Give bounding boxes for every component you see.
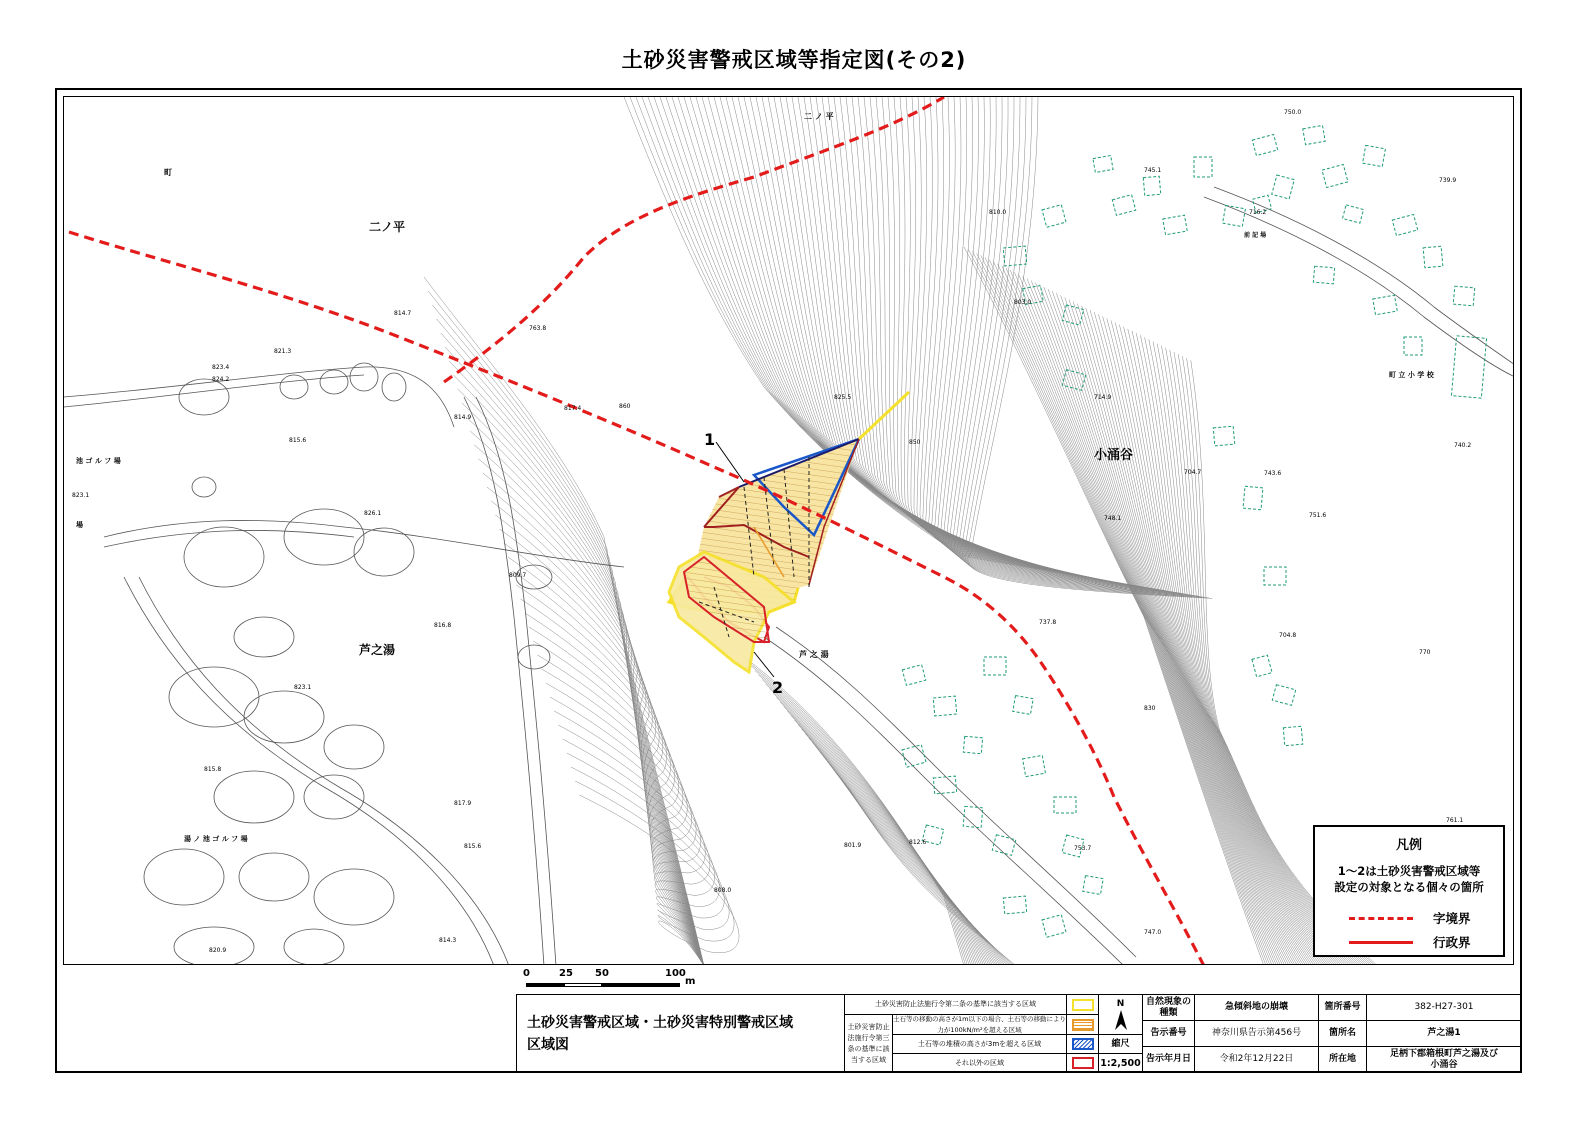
contour-lines (424, 97, 1377, 965)
elevation-label: 850 (909, 439, 921, 446)
title-block-main-line-1: 土砂災害警戒区域・土砂災害特別警戒区域 (527, 1014, 793, 1031)
location-label: 所在地 (1319, 1047, 1367, 1073)
legend-title: 凡例 (1395, 838, 1422, 853)
elevation-label: 823.4 (212, 364, 230, 371)
elevation-label: 820.9 (209, 947, 227, 954)
scale-seg-2 (564, 983, 602, 987)
site-number-2: 2 (772, 678, 784, 697)
terrain-features (144, 363, 552, 965)
zone-label-b1: 土砂災害防止法施行令第三条の基準に該当する区域 (845, 1015, 893, 1073)
elevation-label: 815.6 (289, 437, 307, 444)
legend-swatch-solid (1349, 941, 1413, 944)
elevation-label: 770 (1419, 649, 1431, 656)
site-name-label: 箇所名 (1319, 1021, 1367, 1047)
scale-tick-0: 0 (523, 968, 530, 979)
elevation-label: 860 (619, 403, 631, 410)
location-value: 足柄下郡箱根町芦之湯及び小涌谷 (1367, 1047, 1522, 1073)
north-arrow-cell (1099, 995, 1143, 1035)
map-legend (1313, 825, 1505, 957)
label-tokuyama: 前 記 場 (1244, 232, 1267, 239)
swatch-orange (1072, 1019, 1094, 1031)
elevation-label: 714.9 (1094, 394, 1112, 401)
notice-number-label: 告示番号 (1143, 1021, 1195, 1047)
legend-desc-line-1: 1～2は土砂災害警戒区域等 (1337, 864, 1481, 878)
swatch-red-cell (1067, 1054, 1099, 1073)
notice-number-value: 神奈川県告示第456号 (1195, 1021, 1319, 1047)
elevation-label: 810.0 (989, 209, 1007, 216)
elevation-label: 824.2 (212, 376, 230, 383)
label-golf-2: 湯 ノ 池 ゴ ル フ 場 (184, 835, 248, 843)
site-number-1: 1 (704, 430, 716, 449)
scale-tick-25: 25 (559, 968, 573, 979)
swatch-blue-cell (1067, 1035, 1099, 1054)
zone-label-b4: それ以外の区域 (893, 1054, 1067, 1073)
swatch-yellow (1072, 999, 1094, 1011)
zone-label-b2: 土石等の移動の高さが1m以下の場合、土石等の移動により力が100kN/m²を超える区域 (893, 1015, 1066, 1034)
elevation-label: 826.1 (364, 510, 382, 517)
site-number-label: 箇所番号 (1319, 995, 1367, 1021)
label-golf-1: 池 ゴ ル フ 場 (76, 457, 121, 465)
scale-label: 縮尺 (1099, 1035, 1143, 1054)
legend-label-gyosei: 行政界 (1433, 935, 1471, 950)
elevation-label: 808.0 (714, 887, 732, 894)
title-block-main (517, 995, 845, 1073)
scale-tick-100: 100 (665, 968, 686, 979)
scale-seg-3 (602, 983, 680, 987)
swatch-yellow-cell (1067, 995, 1099, 1015)
elevation-label: 825.5 (834, 394, 852, 401)
label-cho: 町 (164, 168, 172, 177)
elevation-label: 745.1 (1144, 167, 1162, 174)
zone-label-b3: 土石等の堆積の高さが3mを超える区域 (893, 1035, 1067, 1054)
zone-label-a: 土砂災害防止法施行令第二条の基準に該当する区域 (845, 995, 1067, 1015)
phenomenon-value: 急傾斜地の崩壊 (1195, 995, 1319, 1021)
elevation-label: 803.0 (1014, 299, 1032, 306)
elevation-label: 809.7 (509, 572, 527, 579)
map-area[interactable] (63, 96, 1514, 965)
label-ashinoyu: 芦之湯 (359, 643, 396, 657)
swatch-orange-cell (1067, 1015, 1099, 1035)
elevation-label: 761.1 (1446, 817, 1464, 824)
elevation-label: 716.2 (1249, 209, 1267, 216)
legend-description (1315, 863, 1503, 895)
elevation-label: 751.6 (1309, 512, 1327, 519)
swatch-blue (1072, 1038, 1094, 1050)
map-canvas (64, 97, 1514, 965)
elevation-label: 753.7 (1074, 845, 1092, 852)
elevation-label: 830 (1144, 705, 1156, 712)
north-arrow-icon (1114, 1010, 1128, 1030)
scale-seg-1 (526, 983, 564, 987)
notice-date-label: 告示年月日 (1143, 1047, 1195, 1073)
elevation-label: 812.6 (909, 839, 927, 846)
elevation-label: 704.7 (1184, 469, 1202, 476)
elevation-label: 821.3 (274, 348, 292, 355)
title-block-main-line-2: 区域図 (527, 1036, 569, 1053)
scale-unit: m (685, 976, 696, 987)
scale-bar (523, 968, 696, 990)
label-jo: 場 (76, 521, 83, 529)
elevation-label: 743.6 (1264, 470, 1282, 477)
legend-desc-line-2: 設定の対象となる個々の箇所 (1334, 880, 1484, 894)
elevation-label: 815.8 (204, 766, 222, 773)
elevation-label: 737.8 (1039, 619, 1057, 626)
elevation-label: 823.1 (72, 492, 90, 499)
label-ninotaira-top: 二 ノ 平 (804, 112, 834, 121)
scale-value: 1:2,500 (1099, 1054, 1143, 1073)
elevation-label: 740.2 (1454, 442, 1472, 449)
elevation-label: 748.1 (1104, 515, 1122, 522)
page-title: 土砂災害警戒区域等指定図(その2) (621, 48, 967, 72)
legend-label-aza: 字境界 (1433, 911, 1471, 926)
title-block (516, 994, 1522, 1073)
legend-swatch-dashed (1349, 917, 1413, 920)
scale-tick-50: 50 (595, 968, 609, 979)
elevation-label: 817.9 (454, 800, 472, 807)
elevation-label: 747.0 (1144, 929, 1162, 936)
elevation-label: 750.0 (1284, 109, 1302, 116)
elevation-label: 801.9 (844, 842, 862, 849)
label-ninotaira: 二ノ平 (369, 220, 406, 234)
north-label: N (1116, 999, 1125, 1009)
elevation-label: 814.9 (454, 414, 472, 421)
phenomenon-label: 自然現象の種類 (1143, 995, 1195, 1021)
label-kowakudani: 小涌谷 (1094, 448, 1134, 463)
elevation-label: 814.3 (439, 937, 457, 944)
elevation-label: 814.7 (394, 310, 412, 317)
elevation-label: 704.8 (1279, 632, 1297, 639)
elevation-label: 739.9 (1439, 177, 1457, 184)
elevation-label: 817.4 (564, 405, 582, 412)
elevation-label: 763.8 (529, 325, 547, 332)
label-school: 町 立 小 学 校 (1389, 371, 1434, 379)
swatch-red (1072, 1057, 1094, 1069)
elevation-label: 815.6 (464, 843, 482, 850)
elevation-label: 816.8 (434, 622, 452, 629)
elevation-label: 823.1 (294, 684, 312, 691)
site-number-value: 382-H27-301 (1367, 995, 1522, 1021)
label-ashinoyu-2: 芦 之 湯 (799, 650, 829, 659)
notice-date-value: 令和2年12月22日 (1195, 1047, 1319, 1073)
site-name-value: 芦之湯1 (1367, 1021, 1522, 1047)
